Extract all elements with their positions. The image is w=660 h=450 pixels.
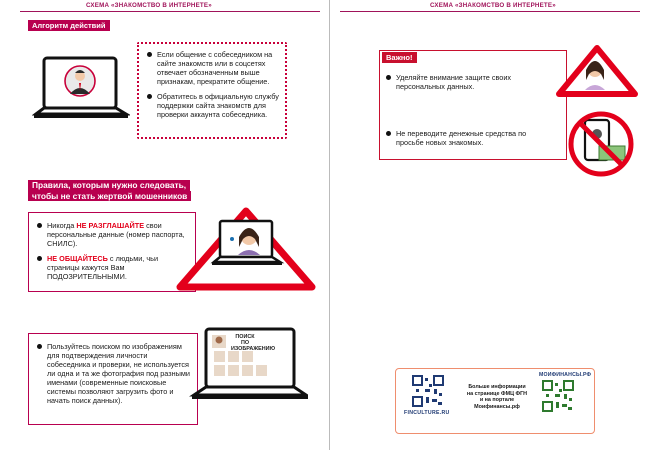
footer-text-line3: и на портале <box>479 397 515 404</box>
moifinansy-site-label[interactable]: МОИФИНАНСЫ.РФ <box>539 372 592 378</box>
algorithm-title: Алгоритм действий <box>28 20 110 31</box>
page-divider <box>329 0 330 450</box>
rule1-text: свои персональные данные (номер паспорта, СНИЛС). <box>47 221 185 248</box>
finculture-site-label[interactable]: FINCULTURE.RU <box>404 410 450 416</box>
rules-title-line1: Правила, которым нужно следовать, <box>28 180 190 191</box>
screen-search-label <box>231 334 276 352</box>
qr-code-right-icon[interactable] <box>542 380 574 412</box>
rule1-prefix: Никогда <box>47 221 77 230</box>
rule2-text: с людьми, чьи страницы кажутся Вам <box>47 254 159 272</box>
qr-code-left-icon[interactable] <box>412 375 444 407</box>
rules-box <box>28 212 196 292</box>
header-left: СХЕМА «ЗНАКОМСТВО В ИНТЕРНЕТЕ» <box>86 2 212 9</box>
no-money-transfer-icon <box>565 108 637 180</box>
warning-triangle-woman-illustration <box>555 44 639 98</box>
rule-item-1 <box>37 221 189 248</box>
search-item: Пользуйтесь поиском по изображениям для подтверждения личности собеседника и проверки, не используется ли одна и та же фотография под разными именами (современные поисковые системы позволяют загрузить фото и начать поиск данных). <box>37 342 192 405</box>
important-item: Не переводите денежные средства по просьбе новых знакомых. <box>386 129 541 147</box>
warning-triangle-laptop-illustration <box>176 207 316 291</box>
rules-title <box>28 180 191 201</box>
rule1-highlight: НЕ РАЗГЛАШАЙТЕ <box>76 221 145 230</box>
algorithm-box <box>137 42 287 139</box>
rule2-upper: ПОДОЗРИТЕЛЬНЫМИ. <box>47 272 127 281</box>
footer-text-line1: Больше информации <box>468 384 526 390</box>
laptop-man-illustration <box>32 56 130 124</box>
algorithm-item: Обратитесь в официальную службу поддержки сайта знакомств для проверки аккаунта собеседника. <box>147 92 279 119</box>
search-box <box>28 333 198 425</box>
rule2-highlight: НЕ ОБЩАЙТЕСЬ <box>47 254 108 263</box>
important-title: Важно! <box>382 52 417 63</box>
rule-item-2 <box>37 254 189 281</box>
rules-title-line2: чтобы не стать жертвой мошенников <box>28 191 191 202</box>
header-rule-right <box>340 11 640 12</box>
footer-text-line2: на странице ФМЦ ФГН <box>466 390 528 397</box>
footer-info-text <box>452 384 542 410</box>
footer-text-line4: Моифинансы.рф <box>474 403 520 410</box>
screen-label-line2: ИЗОБРАЖЕНИЮ <box>231 346 276 352</box>
important-item: Уделяйте внимание защите своих персональных данных. <box>386 73 541 91</box>
algorithm-item: Если общение с собеседником на сайте знакомств или в соцсетях отвечает обозначенным выше признакам, прекратите общение. <box>147 50 279 86</box>
header-rule-left <box>20 11 320 12</box>
header-right: СХЕМА «ЗНАКОМСТВО В ИНТЕРНЕТЕ» <box>430 2 556 9</box>
screen-label-line1: ПОИСК ПО <box>235 334 255 346</box>
